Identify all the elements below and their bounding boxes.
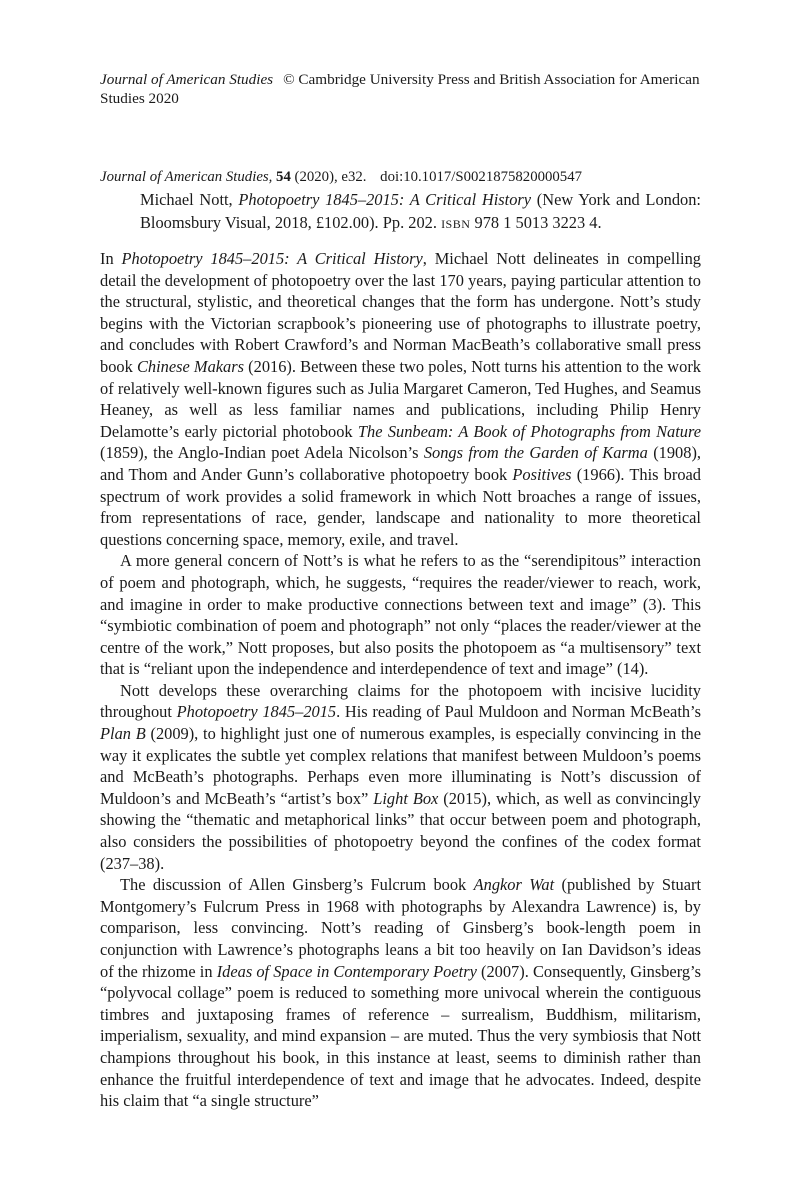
italic-title: The Sunbeam: A Book of Photographs from Nature	[357, 421, 702, 441]
italic-title: Photopoetry 1845–2015: A Critical History	[121, 249, 423, 268]
paragraph-text: Nott develops these overarching claims for the photopoem with incisive lucidity throughout	[100, 680, 701, 722]
body-paragraph	[100, 680, 701, 874]
italic-title: Angkor Wat	[473, 875, 555, 895]
isbn-label: ISBN	[441, 217, 471, 231]
review-header	[100, 167, 701, 236]
citation-volume: 54	[276, 169, 291, 185]
italic-title: Ideas of Space in Contemporary Poetry	[216, 961, 477, 981]
citation-year-issue: (2020), e32.	[294, 169, 367, 185]
italic-title: Songs from the Garden of Karma	[423, 443, 648, 463]
paragraph-text: In	[100, 249, 122, 268]
citation-doi: doi:10.1017/S0021875820000547	[380, 169, 582, 185]
italic-title: Chinese Makars	[136, 356, 245, 376]
paragraph-text: . His reading of Paul Muldoon and Norman McBeath’s	[336, 702, 701, 722]
paragraph-text: (2016). Between these two poles, Nott turns his attention to the work of relatively well-known figures such as Julia Margaret Cameron, Ted Hughes, and Seamus Heaney, as well as less familiar names and publications, including Philip Henry Delamotte’s early pictorial photobook	[100, 356, 701, 441]
paragraph-text: (2015), which, as well as convincingly showing the “thematic and metaphorical links” that occur between poem and photograph, also considers the possibilities of photopoetry beyond the confines of the codex format (237–38).	[100, 788, 702, 873]
review-body	[100, 248, 701, 1112]
running-head	[100, 70, 701, 108]
italic-title: Positives	[512, 464, 572, 484]
paragraph-text: (1859), the Anglo-Indian poet Adela Nicolson’s	[100, 443, 424, 463]
italic-title: Photopoetry 1845–2015	[176, 702, 337, 722]
body-paragraph	[100, 248, 701, 550]
book-author: Michael Nott,	[140, 190, 233, 209]
page	[100, 70, 701, 1112]
paragraph-text: (1908), and Thom and Ander Gunn’s collaborative photopoetry book	[100, 443, 701, 484]
paragraph-text: (1966). This broad spectrum of work provides a solid framework in which Nott broaches a range of issues, from representations of race, gender, landscape and nationality to more theoretical questions concerning space, memory, exile, and travel.	[100, 464, 701, 549]
paragraph-text: (2009), to highlight just one of numerous examples, is especially convincing in the way it explicates the subtle yet complex relations that manifest between Muldoon’s poems and McBeath’s photographs. Perhaps even more illuminating is Nott’s discussion of Muldoon’s and McBeath’s “artist’s box”	[100, 724, 701, 808]
italic-title: Plan B	[100, 724, 146, 744]
paragraph-text: , Michael Nott delineates in compelling detail the development of photopoetry over the last 170 years, paying particular attention to the structural, stylistic, and theoretical changes that the form has undergone. Nott’s study begins with the Victorian scrapbook’s pioneering use of photographs to illustrate poetry, and concludes with Robert Crawford’s and Norman MacBeath’s collaborative small press book	[100, 249, 701, 376]
book-publisher: (New York and London: Bloomsbury Visual, 2018, £102.00). Pp. 202.	[140, 190, 701, 232]
running-head-journal: Journal of American Studies	[100, 71, 274, 88]
citation-line	[100, 167, 701, 188]
body-paragraph	[100, 550, 701, 680]
italic-title: Light Box	[373, 788, 439, 808]
citation-journal: Journal of American Studies,	[100, 169, 273, 185]
paragraph-text: The discussion of Allen Ginsberg’s Fulcrum book	[120, 875, 474, 895]
book-title: Photopoetry 1845–2015: A Critical History	[238, 190, 532, 209]
book-isbn: 978 1 5013 3223 4.	[474, 213, 602, 232]
paragraph-text: (2007). Consequently, Ginsberg’s “polyvocal collage” poem is reduced to something more univocal wherein the contiguous timbres and juxtaposing frames of reference – surrealism, Buddhism, militarism, imperialism, sexuality, and mind expansion – are muted. Thus the very symbiosis that Nott champions throughout his book, in this instance at least, seems to diminish rather than enhance the fruitful interdependence of text and image that he advocates. Indeed, despite his claim that “a single structure”	[100, 961, 701, 1111]
body-paragraph	[100, 874, 701, 1112]
paragraph-text: (published by Stuart Montgomery’s Fulcrum Press in 1968 with photographs by Alexandra Lawrence) is, by comparison, less convincing. Nott’s reading of Ginsberg’s book-length poem in conjunction with Lawrence’s photographs leans a bit too heavily on Ian Davidson’s ideas of the rhizome in	[100, 875, 701, 981]
book-reference	[140, 188, 701, 236]
running-head-copyright: © Cambridge University Press and British Association for American Studies 2020	[100, 71, 700, 107]
paragraph-text: A more general concern of Nott’s is what he refers to as the “serendipitous” interaction of poem and photograph, which, he suggests, “requires the reader/viewer to reach, work, and imagine in order to make productive connections between text and image” (3). This “symbiotic combination of poem and photograph” not only “places the reader/viewer at the centre of the work,” Nott proposes, but also posits the photopoem as “a multisensory” text that is “reliant upon the independence and interdependence of text and image” (14).	[100, 551, 701, 679]
